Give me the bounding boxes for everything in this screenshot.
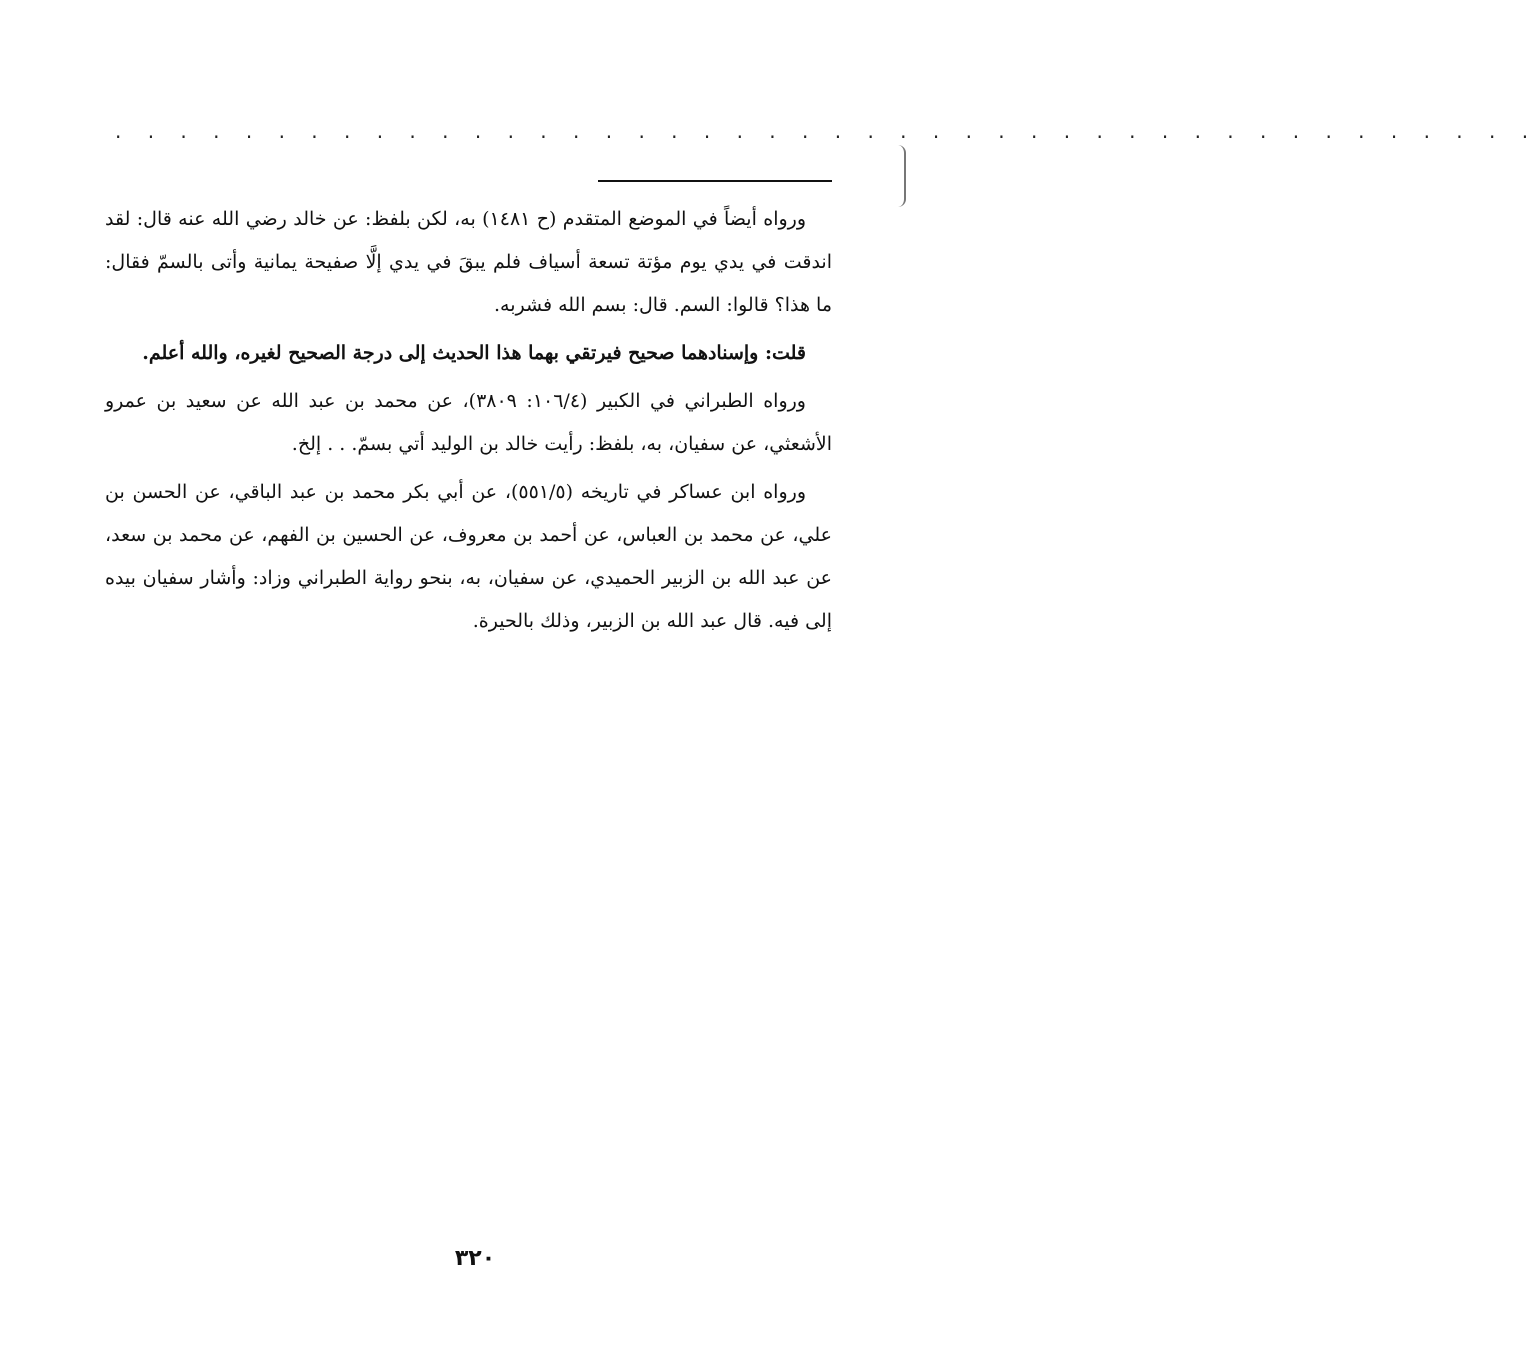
footnote-text (105, 198, 832, 648)
dotted-separator: . . . . . . . . . . . . . . . . . . . . . . . . . . . . . . . . . . . . . . . . . . . . (115, 119, 1538, 143)
page-number: ٣٢٠ (454, 1246, 496, 1271)
footnote-rule (598, 180, 832, 182)
paragraph-4: ورواه ابن عساكر في تاريخه (٥٥١/٥)، عن أبي بكر محمد بن عبد الباقي، عن الحسن بن علي، عن محمد بن العباس، عن أحمد بن معروف، عن الحسين بن الفهم، عن محمد بن سعد، عن عبد الله بن الزبير الحميدي، عن سفيان، به، بنحو رواية الطبراني وزاد: وأشار سفيان بيده إلى فيه. قال عبد الله بن الزبير، وذلك بالحيرة. (105, 481, 832, 632)
margin-bracket-mark (898, 145, 906, 207)
paragraph-3: ورواه الطبراني في الكبير (١٠٦/٤: ٣٨٠٩)، عن محمد بن عبد الله عن سعيد بن عمرو الأشعثي، عن سفيان، به، بلفظ: رأيت خالد بن الوليد أتي بسمّ. . . إلخ. (105, 390, 832, 455)
paragraph-1: ورواه أيضاً في الموضع المتقدم (ح ١٤٨١) به، لكن بلفظ: عن خالد رضي الله عنه قال: لقد اندقت في يدي يوم مؤتة تسعة أسياف فلم يبقَ في يدي إلَّا صفيحة يمانية وأتى بالسمّ فقال: ما هذا؟ قالوا: السم. قال: بسم الله فشربه. (105, 208, 832, 316)
paragraph-2: قلت: وإسنادهما صحيح فيرتقي بهما هذا الحديث إلى درجة الصحيح لغيره، والله أعلم. (142, 342, 806, 364)
